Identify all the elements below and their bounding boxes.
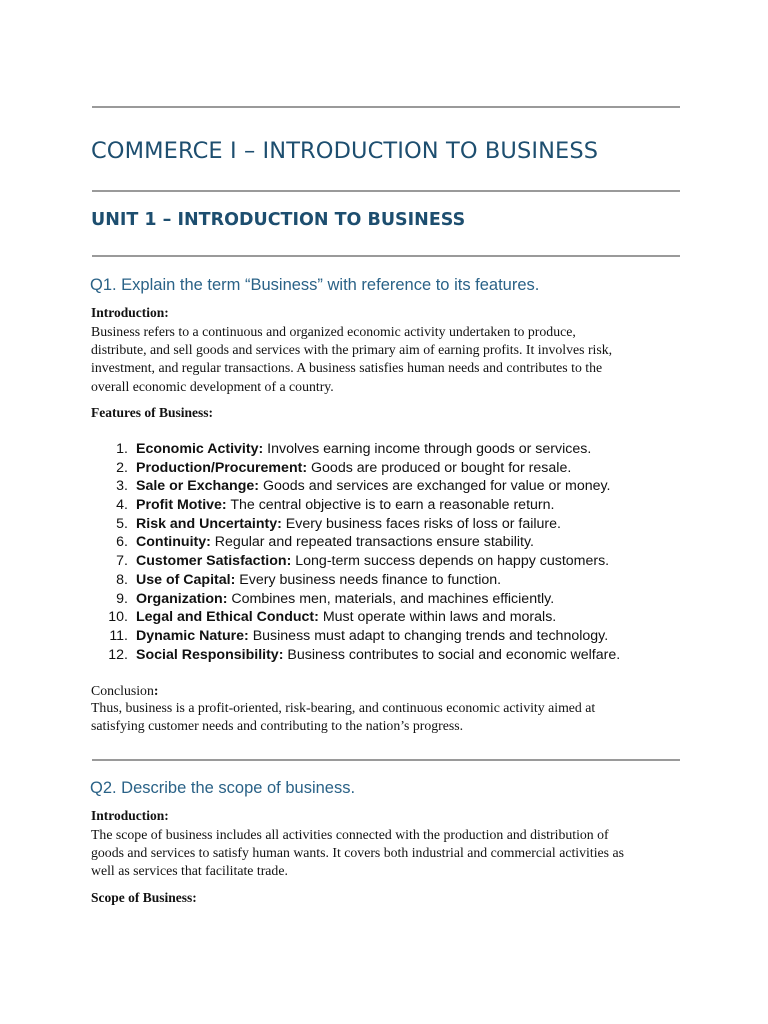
q1-intro-line: investment, and regular transactions. A business satisfies human needs and contributes to the: [91, 360, 603, 376]
list-number: 3.: [116, 478, 128, 495]
q2-intro-paragraph: [91, 826, 671, 881]
feature-text: Goods are produced or bought for resale.: [307, 459, 572, 476]
feature-term: Profit Motive:: [136, 497, 227, 514]
list-number: 10.: [108, 609, 128, 626]
q2-intro-line: goods and services to satisfy human wants. It covers both industrial and commercial activities as: [91, 845, 624, 861]
list-number: 2.: [116, 459, 128, 476]
feature-term: Legal and Ethical Conduct:: [136, 609, 319, 626]
feature-text: Involves earning income through goods or services.: [263, 441, 592, 457]
list-number: 5.: [116, 515, 128, 532]
feature-term: Production/Procurement:: [136, 459, 308, 476]
feature-text: Regular and repeated transactions ensure stability.: [210, 534, 534, 551]
course-title: COMMERCE I – INTRODUCTION TO BUSINESS: [91, 138, 599, 164]
list-number: 7.: [116, 553, 128, 570]
feature-term: Risk and Uncertainty:: [136, 515, 282, 532]
divider-before-q2: [92, 759, 680, 761]
list-number: 11.: [109, 627, 128, 644]
q2-intro-label: Introduction:: [91, 808, 169, 823]
divider-after-unit: [92, 255, 680, 257]
feature-term: Economic Activity:: [136, 441, 264, 457]
conclusion-colon: :: [153, 683, 159, 698]
list-number: 4.: [116, 497, 128, 514]
feature-text: Goods and services are exchanged for value or money.: [259, 478, 611, 495]
feature-text: The central objective is to earn a reasonable return.: [226, 497, 555, 514]
feature-text: Every business needs finance to function.: [235, 571, 502, 588]
feature-text: Long-term success depends on happy customers.: [291, 553, 610, 570]
feature-text: Business contributes to social and economic welfare.: [283, 646, 621, 663]
list-number: 1.: [116, 441, 128, 457]
q1-intro-line: overall economic development of a country.: [91, 378, 334, 394]
feature-term: Organization:: [136, 590, 228, 607]
feature-term: Social Responsibility:: [136, 646, 284, 663]
list-number: 8.: [116, 571, 128, 588]
feature-text: Must operate within laws and morals.: [318, 609, 557, 626]
feature-text: Business must adapt to changing trends and technology.: [248, 627, 609, 644]
q2-intro-line: The scope of business includes all activities connected with the production and distribution of: [91, 827, 609, 842]
q2-intro-line: well as services that facilitate trade.: [91, 863, 288, 879]
q1-features-label: Features of Business:: [91, 405, 214, 420]
q1-heading: Q1. Explain the term “Business” with reference to its features.: [90, 276, 540, 294]
feature-term: Use of Capital:: [136, 571, 236, 588]
unit-title: UNIT 1 – INTRODUCTION TO BUSINESS: [91, 210, 466, 230]
feature-term: Sale or Exchange:: [136, 478, 260, 495]
q1-conclusion-line: Thus, business is a profit-oriented, risk-bearing, and continuous economic activity aimed at: [91, 700, 596, 715]
q1-intro-line: distribute, and sell goods and services with the primary aim of earning profits. It involves risk,: [91, 342, 613, 358]
list-number: 9.: [116, 590, 128, 607]
feature-term: Continuity:: [136, 534, 211, 551]
feature-text: Combines men, materials, and machines efficiently.: [227, 590, 555, 607]
q2-scope-label: Scope of Business:: [91, 890, 197, 905]
q2-heading: Q2. Describe the scope of business.: [90, 779, 356, 797]
q1-intro-paragraph: [91, 323, 671, 396]
q1-conclusion-label: [91, 683, 158, 699]
feature-term: Dynamic Nature:: [136, 627, 249, 644]
divider-top: [92, 106, 680, 108]
q1-conclusion-line: satisfying customer needs and contributing to the nation’s progress.: [91, 718, 464, 734]
list-number: 12.: [108, 646, 128, 663]
conclusion-word: Conclusion: [91, 683, 154, 698]
q1-intro-label: Introduction:: [91, 305, 169, 320]
q1-conclusion-paragraph: [91, 699, 671, 735]
q1-intro-line: Business refers to a continuous and organized economic activity undertaken to produce,: [91, 324, 576, 339]
list-number: 6.: [116, 534, 128, 551]
feature-text: Every business faces risks of loss or failure.: [281, 515, 561, 532]
feature-term: Customer Satisfaction:: [136, 553, 292, 570]
divider-after-title: [92, 190, 680, 192]
